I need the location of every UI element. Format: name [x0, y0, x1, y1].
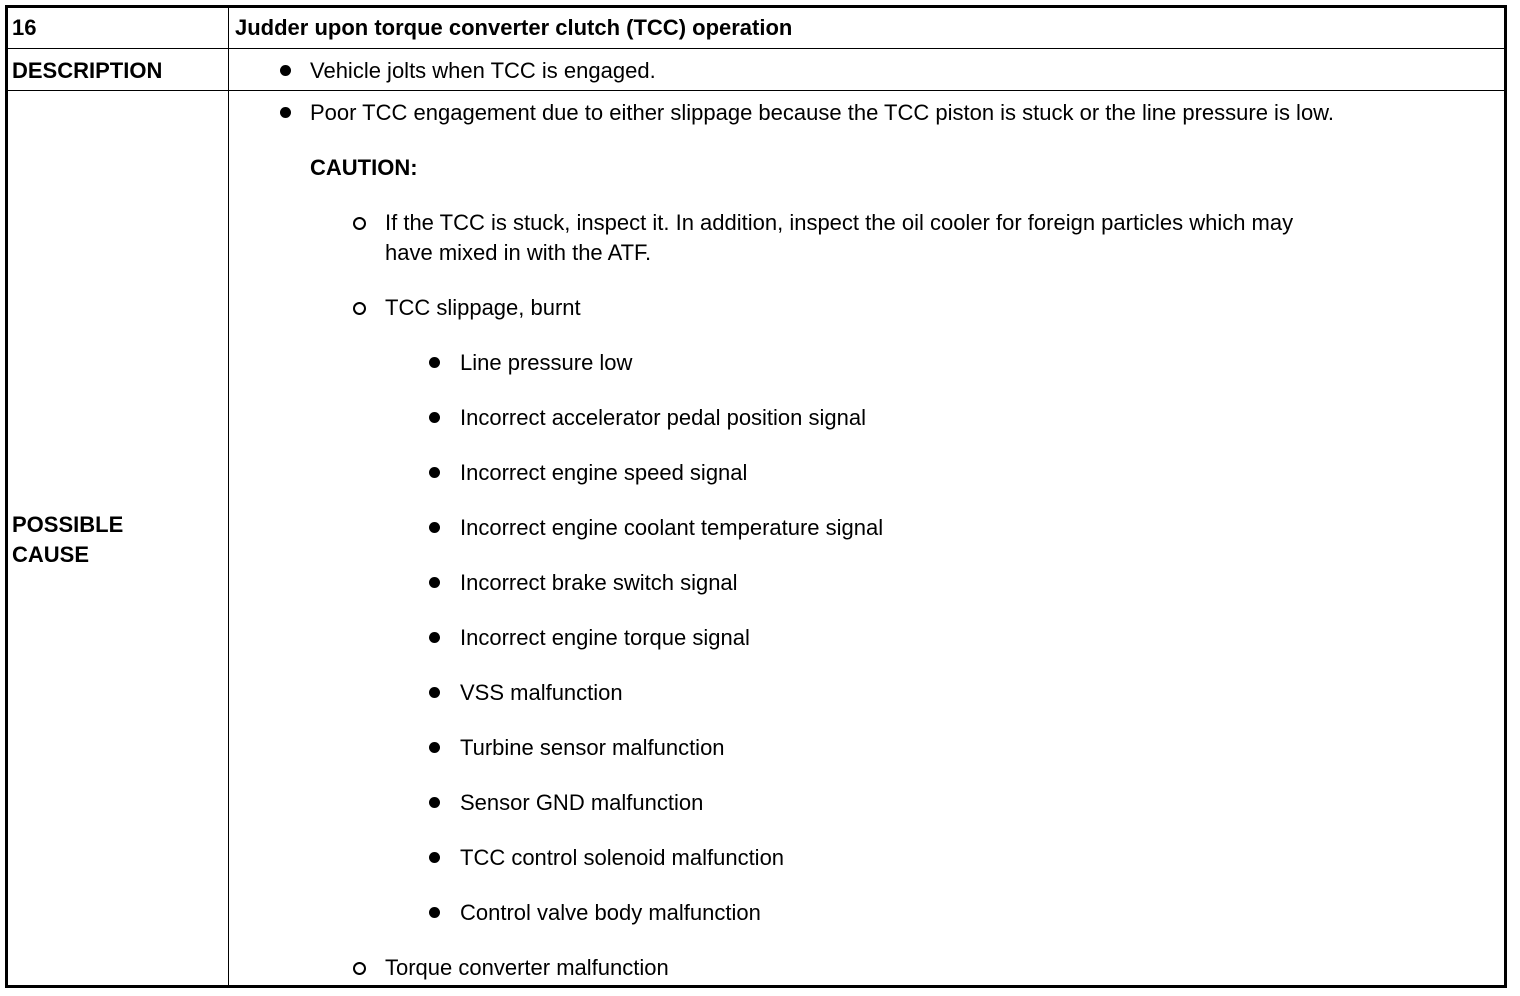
bullet-icon [429, 522, 440, 533]
description-text: Vehicle jolts when TCC is engaged. [310, 58, 656, 83]
sub-item-text-cont: have mixed in with the ATF. [385, 240, 652, 265]
bullet-icon [429, 687, 440, 698]
main-cause-text: Poor TCC engagement due to either slippage because the TCC piston is stuck or the line pressure is low. [310, 100, 1334, 125]
caution-label: CAUTION: [310, 155, 418, 180]
cause-item: TCC control solenoid malfunction [460, 845, 785, 870]
item-title: Judder upon torque converter clutch (TCC) operation [235, 15, 793, 40]
sub-item-text: TCC slippage, burnt [385, 295, 581, 320]
hollow-bullet-icon [353, 302, 366, 315]
hollow-bullet-icon [353, 217, 366, 230]
bullet-icon [429, 412, 440, 423]
cause-item: Incorrect engine coolant temperature signal [460, 515, 884, 540]
possible-cause-label-cont: CAUSE [12, 542, 90, 567]
bullet-icon [429, 467, 440, 478]
bullet-icon [429, 577, 440, 588]
cause-item: Line pressure low [460, 350, 633, 375]
diagnostic-table [5, 5, 1507, 988]
row-divider-header [8, 48, 1504, 49]
cause-item: Turbine sensor malfunction [460, 735, 725, 760]
possible-cause-label: POSSIBLE [12, 512, 124, 537]
row-divider-description [8, 90, 1504, 91]
hollow-bullet-icon [353, 962, 366, 975]
bullet-icon [429, 742, 440, 753]
cause-item: Incorrect accelerator pedal position signal [460, 405, 867, 430]
cause-item: Sensor GND malfunction [460, 790, 704, 815]
cause-item: VSS malfunction [460, 680, 623, 705]
cause-item: Incorrect brake switch signal [460, 570, 738, 595]
sub-item-text: Torque converter malfunction [385, 955, 669, 980]
column-divider [228, 8, 229, 985]
cause-item: Control valve body malfunction [460, 900, 761, 925]
bullet-icon [280, 65, 291, 76]
bullet-icon [429, 907, 440, 918]
sub-item-text: If the TCC is stuck, inspect it. In addition, inspect the oil cooler for foreign particles which may [385, 210, 1294, 235]
cause-item: Incorrect engine speed signal [460, 460, 748, 485]
bullet-icon [429, 797, 440, 808]
description-label: DESCRIPTION [12, 58, 163, 83]
bullet-icon [429, 357, 440, 368]
bullet-icon [429, 632, 440, 643]
bullet-icon [280, 107, 291, 118]
cause-item: Incorrect engine torque signal [460, 625, 750, 650]
item-number: 16 [12, 15, 37, 40]
bullet-icon [429, 852, 440, 863]
